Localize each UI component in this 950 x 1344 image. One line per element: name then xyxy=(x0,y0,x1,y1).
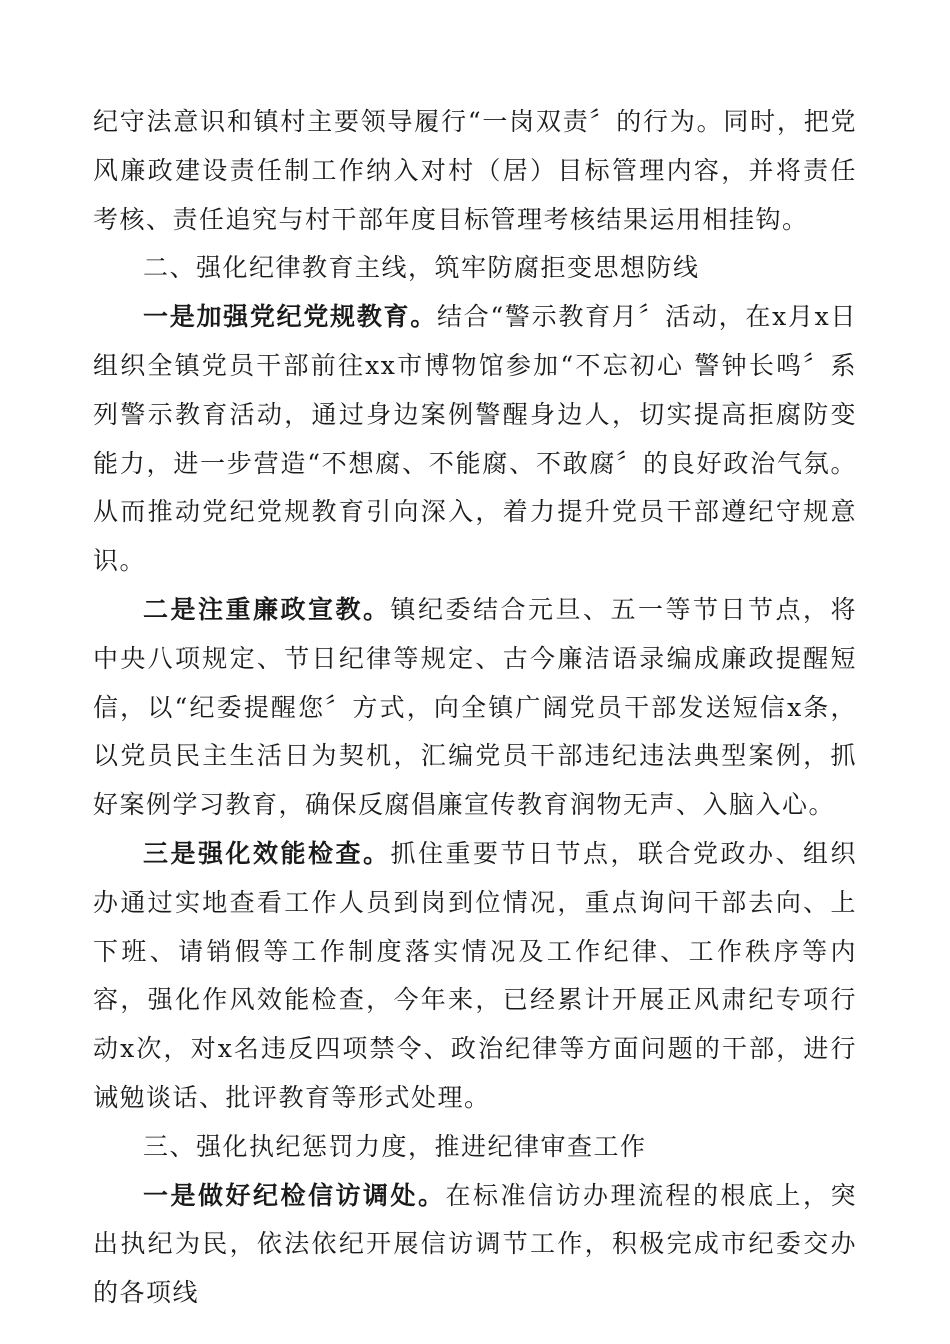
section-heading-2: 二、强化纪律教育主线，筑牢防腐拒变思想防线 xyxy=(143,253,700,283)
paragraph-lead: 三是强化效能检查。 xyxy=(143,838,391,868)
paragraph-text: 在标准信访办理流程的根底上，突出执纪为民，依法依纪开展信访调节工作，积极完成市纪委交办的各项线 xyxy=(93,1180,857,1308)
paragraph-lead: 一是加强党纪党规教育。 xyxy=(143,302,437,332)
paragraph-party-discipline-education xyxy=(93,293,857,586)
paragraph-efficiency-inspection xyxy=(93,830,857,1123)
document-body xyxy=(93,98,857,1318)
paragraph-petition-handling xyxy=(93,1172,857,1318)
paragraph-text: 镇纪委结合元旦、五一等节日节点，将中央八项规定、节日纪律等规定、古今廉洁语录编成廉政提醒短信，以“纪委提醒您〞方式，向全镇广阔党员干部发送短信x条，以党员民主生活日为契机，汇编党员干部违纪违法典型案例，抓好案例学习教育，确保反腐倡廉宣传教育润物无声、入脑入心。 xyxy=(93,594,857,820)
paragraph-lead: 二是注重廉政宣教。 xyxy=(143,594,391,624)
paragraph-continuation: 纪守法意识和镇村主要领导履行“一岗双责〞的行为。同时，把党风廉政建设责任制工作纳入对村（居）目标管理内容，并将责任考核、责任追究与村干部年度目标管理考核结果运用相挂钩。 xyxy=(93,107,857,234)
paragraph-integrity-publicity xyxy=(93,586,857,830)
paragraph-lead: 一是做好纪检信访调处。 xyxy=(143,1180,446,1210)
section-heading-3: 三、强化执纪惩罚力度，推进纪律审查工作 xyxy=(143,1131,647,1161)
paragraph-text: 抓住重要节日节点，联合党政办、组织办通过实地查看工作人员到岗到位情况，重点询问干部去向、上下班、请销假等工作制度落实情况及工作纪律、工作秩序等内容，强化作风效能检查，今年来，已经累计开展正风肃纪专项行动x次，对x名违反四项禁令、政治纪律等方面问题的干部，进行诫勉谈话、批评教育等形式处理。 xyxy=(93,838,857,1112)
paragraph-text: 结合“警示教育月〞活动，在x月x日组织全镇党员干部前往xx市博物馆参加“不忘初心 警钟长鸣〞系列警示教育活动，通过身边案例警醒身边人，切实提高拒腐防变能力，进一步营造“不想腐、不能腐、不敢腐〞的良好政治气氛。从而推动党纪党规教育引向深入，着力提升党员干部遵纪守规意识。 xyxy=(93,302,857,576)
